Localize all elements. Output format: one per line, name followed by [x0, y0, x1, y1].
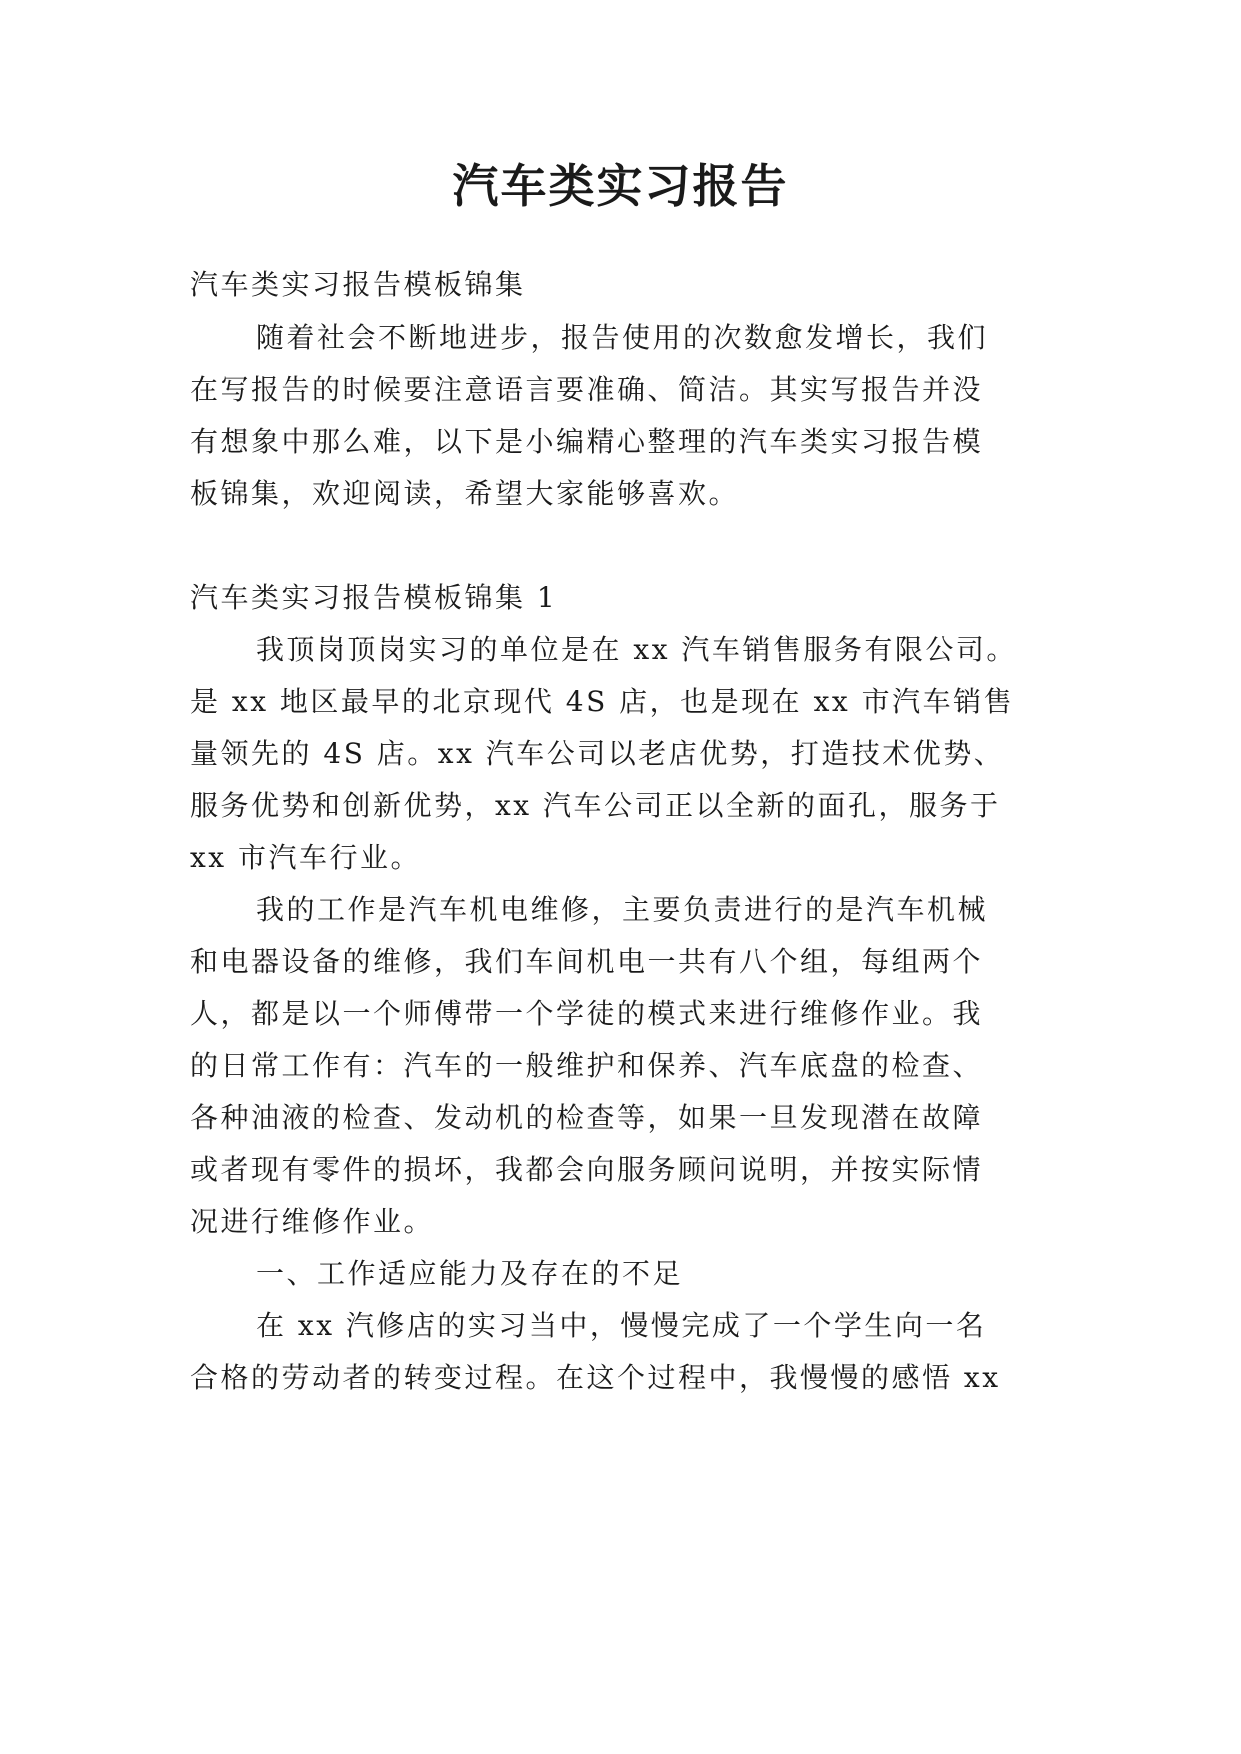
- section-heading: 汽车类实习报告模板锦集: [190, 268, 526, 301]
- paragraph-line: xx 市汽车行业。: [190, 841, 421, 874]
- paragraph-line: 在写报告的时候要注意语言要准确、简洁。其实写报告并没: [190, 373, 984, 406]
- paragraph-line: 量领先的 4S 店。xx 汽车公司以老店优势，打造技术优势、: [190, 737, 1005, 770]
- page-title: 汽车类实习报告: [452, 159, 789, 213]
- paragraph-line: 服务优势和创新优势，xx 汽车公司正以全新的面孔，服务于: [190, 789, 1001, 822]
- paragraph-line: 有想象中那么难，以下是小编精心整理的汽车类实习报告模: [190, 425, 984, 458]
- paragraph-line: 我顶岗顶岗实习的单位是在 xx 汽车销售服务有限公司。: [256, 633, 1017, 666]
- paragraph-line: 随着社会不断地进步，报告使用的次数愈发增长，我们: [256, 321, 989, 354]
- paragraph-line: 合格的劳动者的转变过程。在这个过程中，我慢慢的感悟 xx: [190, 1361, 1001, 1394]
- section-heading: 汽车类实习报告模板锦集 1: [190, 581, 558, 614]
- paragraph-line: 是 xx 地区最早的北京现代 4S 店，也是现在 xx 市汽车销售: [190, 685, 1015, 718]
- paragraph-line: 我的工作是汽车机电维修，主要负责进行的是汽车机械: [256, 893, 989, 926]
- paragraph-line: 人，都是以一个师傅带一个学徒的模式来进行维修作业。我: [190, 997, 984, 1030]
- paragraph-line: 各种油液的检查、发动机的检查等，如果一旦发现潜在故障: [190, 1101, 984, 1134]
- paragraph-line: 在 xx 汽修店的实习当中，慢慢完成了一个学生向一名: [256, 1309, 987, 1342]
- paragraph-line: 或者现有零件的损坏，我都会向服务顾问说明，并按实际情: [190, 1153, 984, 1186]
- paragraph-line: 板锦集，欢迎阅读，希望大家能够喜欢。: [190, 477, 740, 510]
- paragraph-line: 的日常工作有：汽车的一般维护和保养、汽车底盘的检查、: [190, 1049, 984, 1082]
- subsection-heading: 一、工作适应能力及存在的不足: [256, 1257, 684, 1290]
- paragraph-line: 和电器设备的维修，我们车间机电一共有八个组，每组两个: [190, 945, 984, 978]
- paragraph-line: 况进行维修作业。: [190, 1205, 435, 1238]
